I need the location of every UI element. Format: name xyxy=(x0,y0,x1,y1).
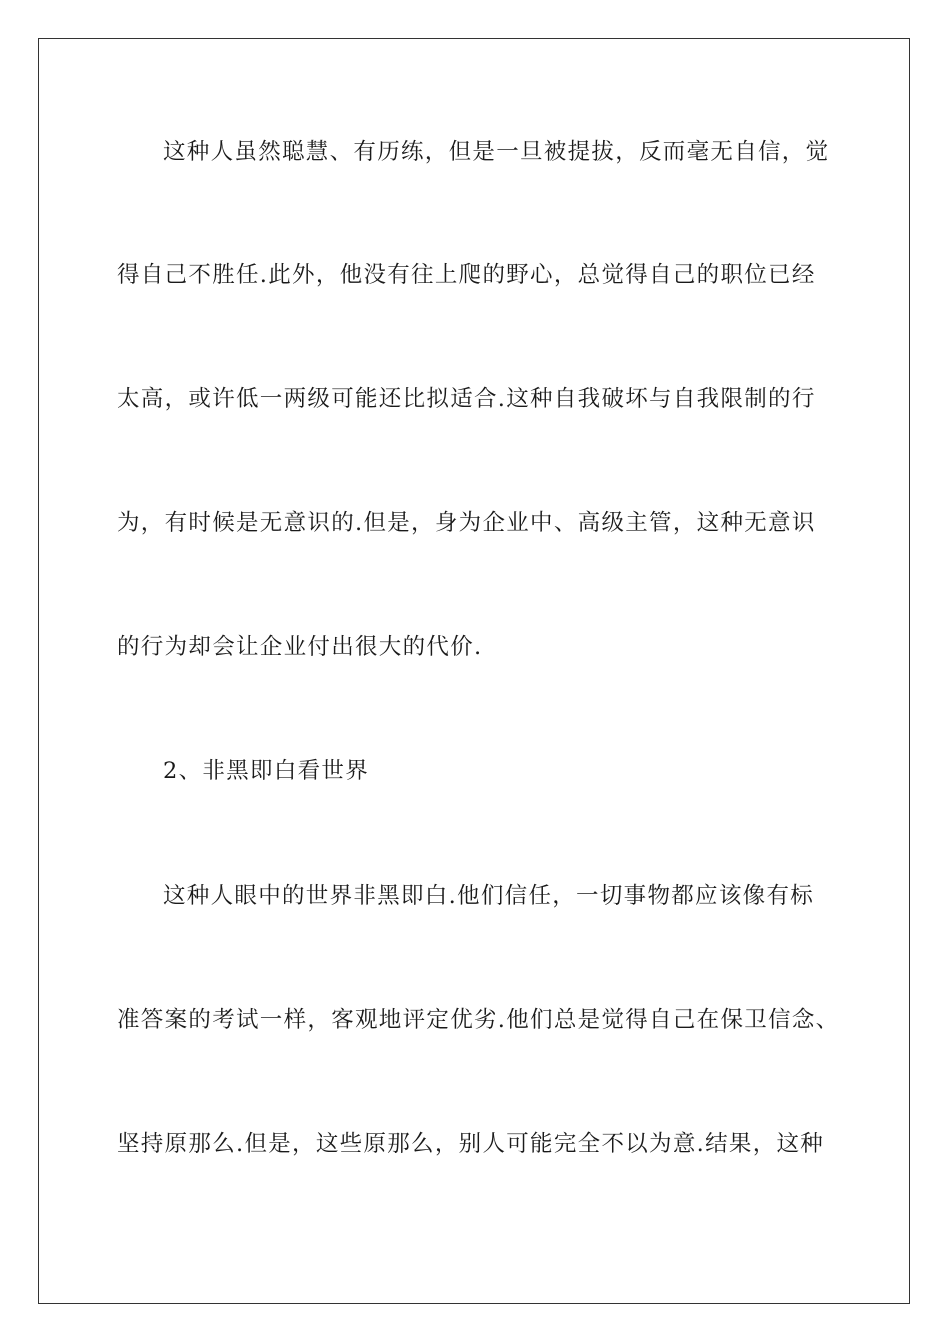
paragraph-line: 这种人虽然聪慧、有历练，但是一旦被提拔，反而毫无自信，觉 xyxy=(163,139,830,165)
paragraph-line: 为，有时候是无意识的.但是，身为企业中、高级主管，这种无意识 xyxy=(117,510,816,536)
paragraph-line: 坚持原那么.但是，这些原那么，别人可能完全不以为意.结果，这种 xyxy=(117,1131,825,1157)
page-border xyxy=(38,38,910,1304)
paragraph-line: 这种人眼中的世界非黑即白.他们信任，一切事物都应该像有标 xyxy=(163,883,815,909)
paragraph-line: 的行为却会让企业付出很大的代价. xyxy=(117,634,483,660)
paragraph-line: 准答案的考试一样，客观地评定优劣.他们总是觉得自己在保卫信念、 xyxy=(117,1007,840,1033)
paragraph-line: 太高，或许低一两级可能还比拟适合.这种自我破坏与自我限制的行 xyxy=(117,386,816,412)
paragraph-line: 得自己不胜任.此外，他没有往上爬的野心，总觉得自己的职位已经 xyxy=(117,262,816,288)
section-heading: 2、非黑即白看世界 xyxy=(163,758,370,784)
